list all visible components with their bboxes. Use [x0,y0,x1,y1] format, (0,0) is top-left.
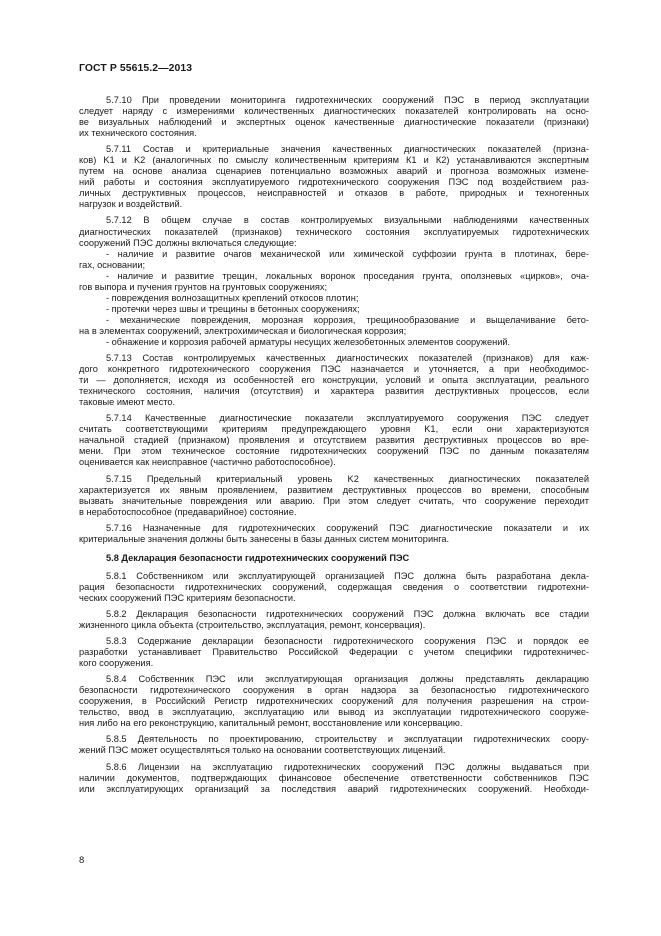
text-line: 5.8.1 Собственником или эксплуатирующей организацией ПЭС должна быть разработана декла- [106,570,589,581]
text-line: гах, основании; [79,259,146,270]
text-line: оценивается как неисправное (частично работоспособное). [79,457,336,468]
text-line: таковые имеют место. [79,397,176,408]
text-line: ний работы и состояния эксплуатируемого гидротехнического сооружения ПЭС под воздействием раз- [79,177,589,188]
text-line: на в элементах сооружений, электрохимическая и биологическая коррозия; [79,325,407,336]
text-line: ния либо на его реконструкцию, капитальный ремонт, восстановление или консервацию. [79,718,463,729]
text-line: гов выпора и пучения грунтов на грунтовых сооружениях; [79,281,328,292]
paragraph-gap [79,545,589,550]
text-line: в неработоспособное (предаварийное) состояние. [79,506,297,517]
text-line: ти — дополняется, исходя из особенностей его конструкции, условий и опыта эксплуатации, реального [79,375,589,386]
text-line: 5.7.15 Предельный критериальный уровень K2 качественных диагностических показателей [106,473,589,484]
text-line: 5.7.13 Состав контролируемых качественных диагностических показателей (признаков) для каж- [106,353,589,364]
text-line: критериальные значения должны быть занесены в базы данных систем мониторинга. [79,533,450,544]
text-line: рация безопасности гидротехнических сооружений, содержащая сведения о соответствии гидротехни- [79,581,589,592]
text-line: - наличие и развитие трещин, локальных воронок проседания грунта, оползневых «цирков», оча- [106,270,589,281]
text-line: сооружения, в Российский Регистр гидротехнических сооружений для получения разрешения на строи- [79,696,589,707]
text-line: жений ПЭС может осуществляться только на основании соответствующих лицензий. [79,745,446,756]
text-line: 5.7.14 Качественные диагностические показатели эксплуатируемого сооружения ПЭС следует [106,413,589,424]
text-line: сооружений ПЭС должны включаться следующие: [79,237,297,248]
text-line: ве визуальных наблюдений и экспертных оценок качественные диагностические показатели (признаки) [79,117,589,128]
text-line: 5.7.10 При проведении мониторинга гидротехнических сооружений ПЭС в период эксплуатации [106,95,589,105]
text-line: 5.7.11 Состав и критериальные значения качественных диагностических показателей (призна- [106,144,589,155]
text-line: - протечки через швы и трещины в бетонных сооружениях; [106,303,360,314]
text-line: 5.8.5 Деятельность по проектированию, строительству и эксплуатации гидротехнических соору- [106,734,589,745]
text-line: 5.7.12 В общем случае в состав контролируемых визуальными наблюдениями качественных [106,215,589,226]
text-line: начальной стадией (признаком) проявления и отсутствием развития деструктивных процессов во вре- [79,435,589,446]
text-line: мени. При этом техническое состояние гидротехнических сооружений ПЭС по данным показателям [79,446,589,457]
text-line: - обнажение и коррозия рабочей арматуры несущих железобетонных элементов сооружений. [106,336,511,347]
text-line: 5.8.4 Собственник ПЭС или эксплуатирующая организация должны представлять декларацию [106,674,589,685]
text-line: тельство, ввод в эксплуатацию, эксплуатацию или вывод из эксплуатации гидротехнического сооруже- [79,707,589,718]
text-line: характеризуется их явным проявлением, развитием деструктивных процессов во времени, способным [79,484,589,495]
body-text [79,95,589,795]
text-line: технического состояния, наличия (отсутствия) и характера развития деструктивных процессов, если [79,386,589,397]
text-line: 5.8.6 Лицензии на эксплуатацию гидротехнических сооружений ПЭС должны выдаваться при [106,761,589,772]
text-line: наличии документов, подтверждающих финансовое обеспечение ответственности собственников ПЭС [79,772,589,783]
text-line: 5.8.3 Содержание декларации безопасности гидротехнического сооружения ПЭС и порядок ее [106,636,589,647]
text-line: вызвать значительные повреждения или аварию. При этом следует считать, что сооружение переходит [79,495,589,506]
text-line: считать соответствующими критериям предупреждающего уровня K1, если они характеризуются [79,424,589,435]
text-line: ков) K1 и K2 (аналогичных по смыслу количественным критериям К1 и К2) устанавливаются экспертным [79,155,589,166]
text-line: - наличие и развитие очагов механической или химической суффозии грунта в плотинах, бере- [106,248,589,259]
page-number: 8 [79,855,85,866]
section-title: 5.8 Декларация безопасности гидротехнических сооружений ПЭС [106,552,410,563]
text-line: - повреждения волнозащитных креплений откосов плотин; [106,292,359,303]
text-line: следует наряду с измерениями количественных диагностических показателей контролировать на осно- [79,106,589,117]
text-line: разработки устанавливает Правительство Российской Федерации с учетом специфики гидротехничес- [79,647,589,658]
text-line: личных деструктивных процессов, неисправностей и отказов в работе, природных и техногенных [79,188,589,199]
text-line: нагрузок и воздействий. [79,199,183,210]
text-line: или эксплуатирующих организаций за последствия аварий гидротехнических сооружений. Необходи- [79,783,589,794]
text-line: 5.8.2 Декларация безопасности гидротехнических сооружений ПЭС должна включать все стадии [106,608,589,619]
text-line: 5.7.16 Назначенные для гидротехнических сооружений ПЭС диагностические показатели и их [106,522,589,533]
text-line: диагностических показателей (признаков) технического состояния эксплуатируемых гидротехнических [79,226,589,237]
text-line: безопасности гидротехнического сооружения в орган надзора за безопасностью гидротехнического [79,685,589,696]
text-line: их технического состояния. [79,128,197,139]
text-line: кого сооружения. [79,658,154,669]
text-line: дого конкретного гидротехнического сооружения ПЭС назначается и уточняется, а при необходимос- [79,364,589,375]
document-header: ГОСТ Р 55615.2—2013 [79,63,193,74]
text-line: жизненного цикла объекта (строительство, эксплуатация, ремонт, консервация). [79,620,426,631]
text-line: ческих сооружений ПЭС критериям безопасности. [79,592,296,603]
text-line: - механические повреждения, морозная коррозия, трещинообразование и выщелачивание бето- [106,314,589,325]
text-line: путем на основе анализа сценариев потенциально возможных аварий и прогноза возможных измене- [79,166,589,177]
